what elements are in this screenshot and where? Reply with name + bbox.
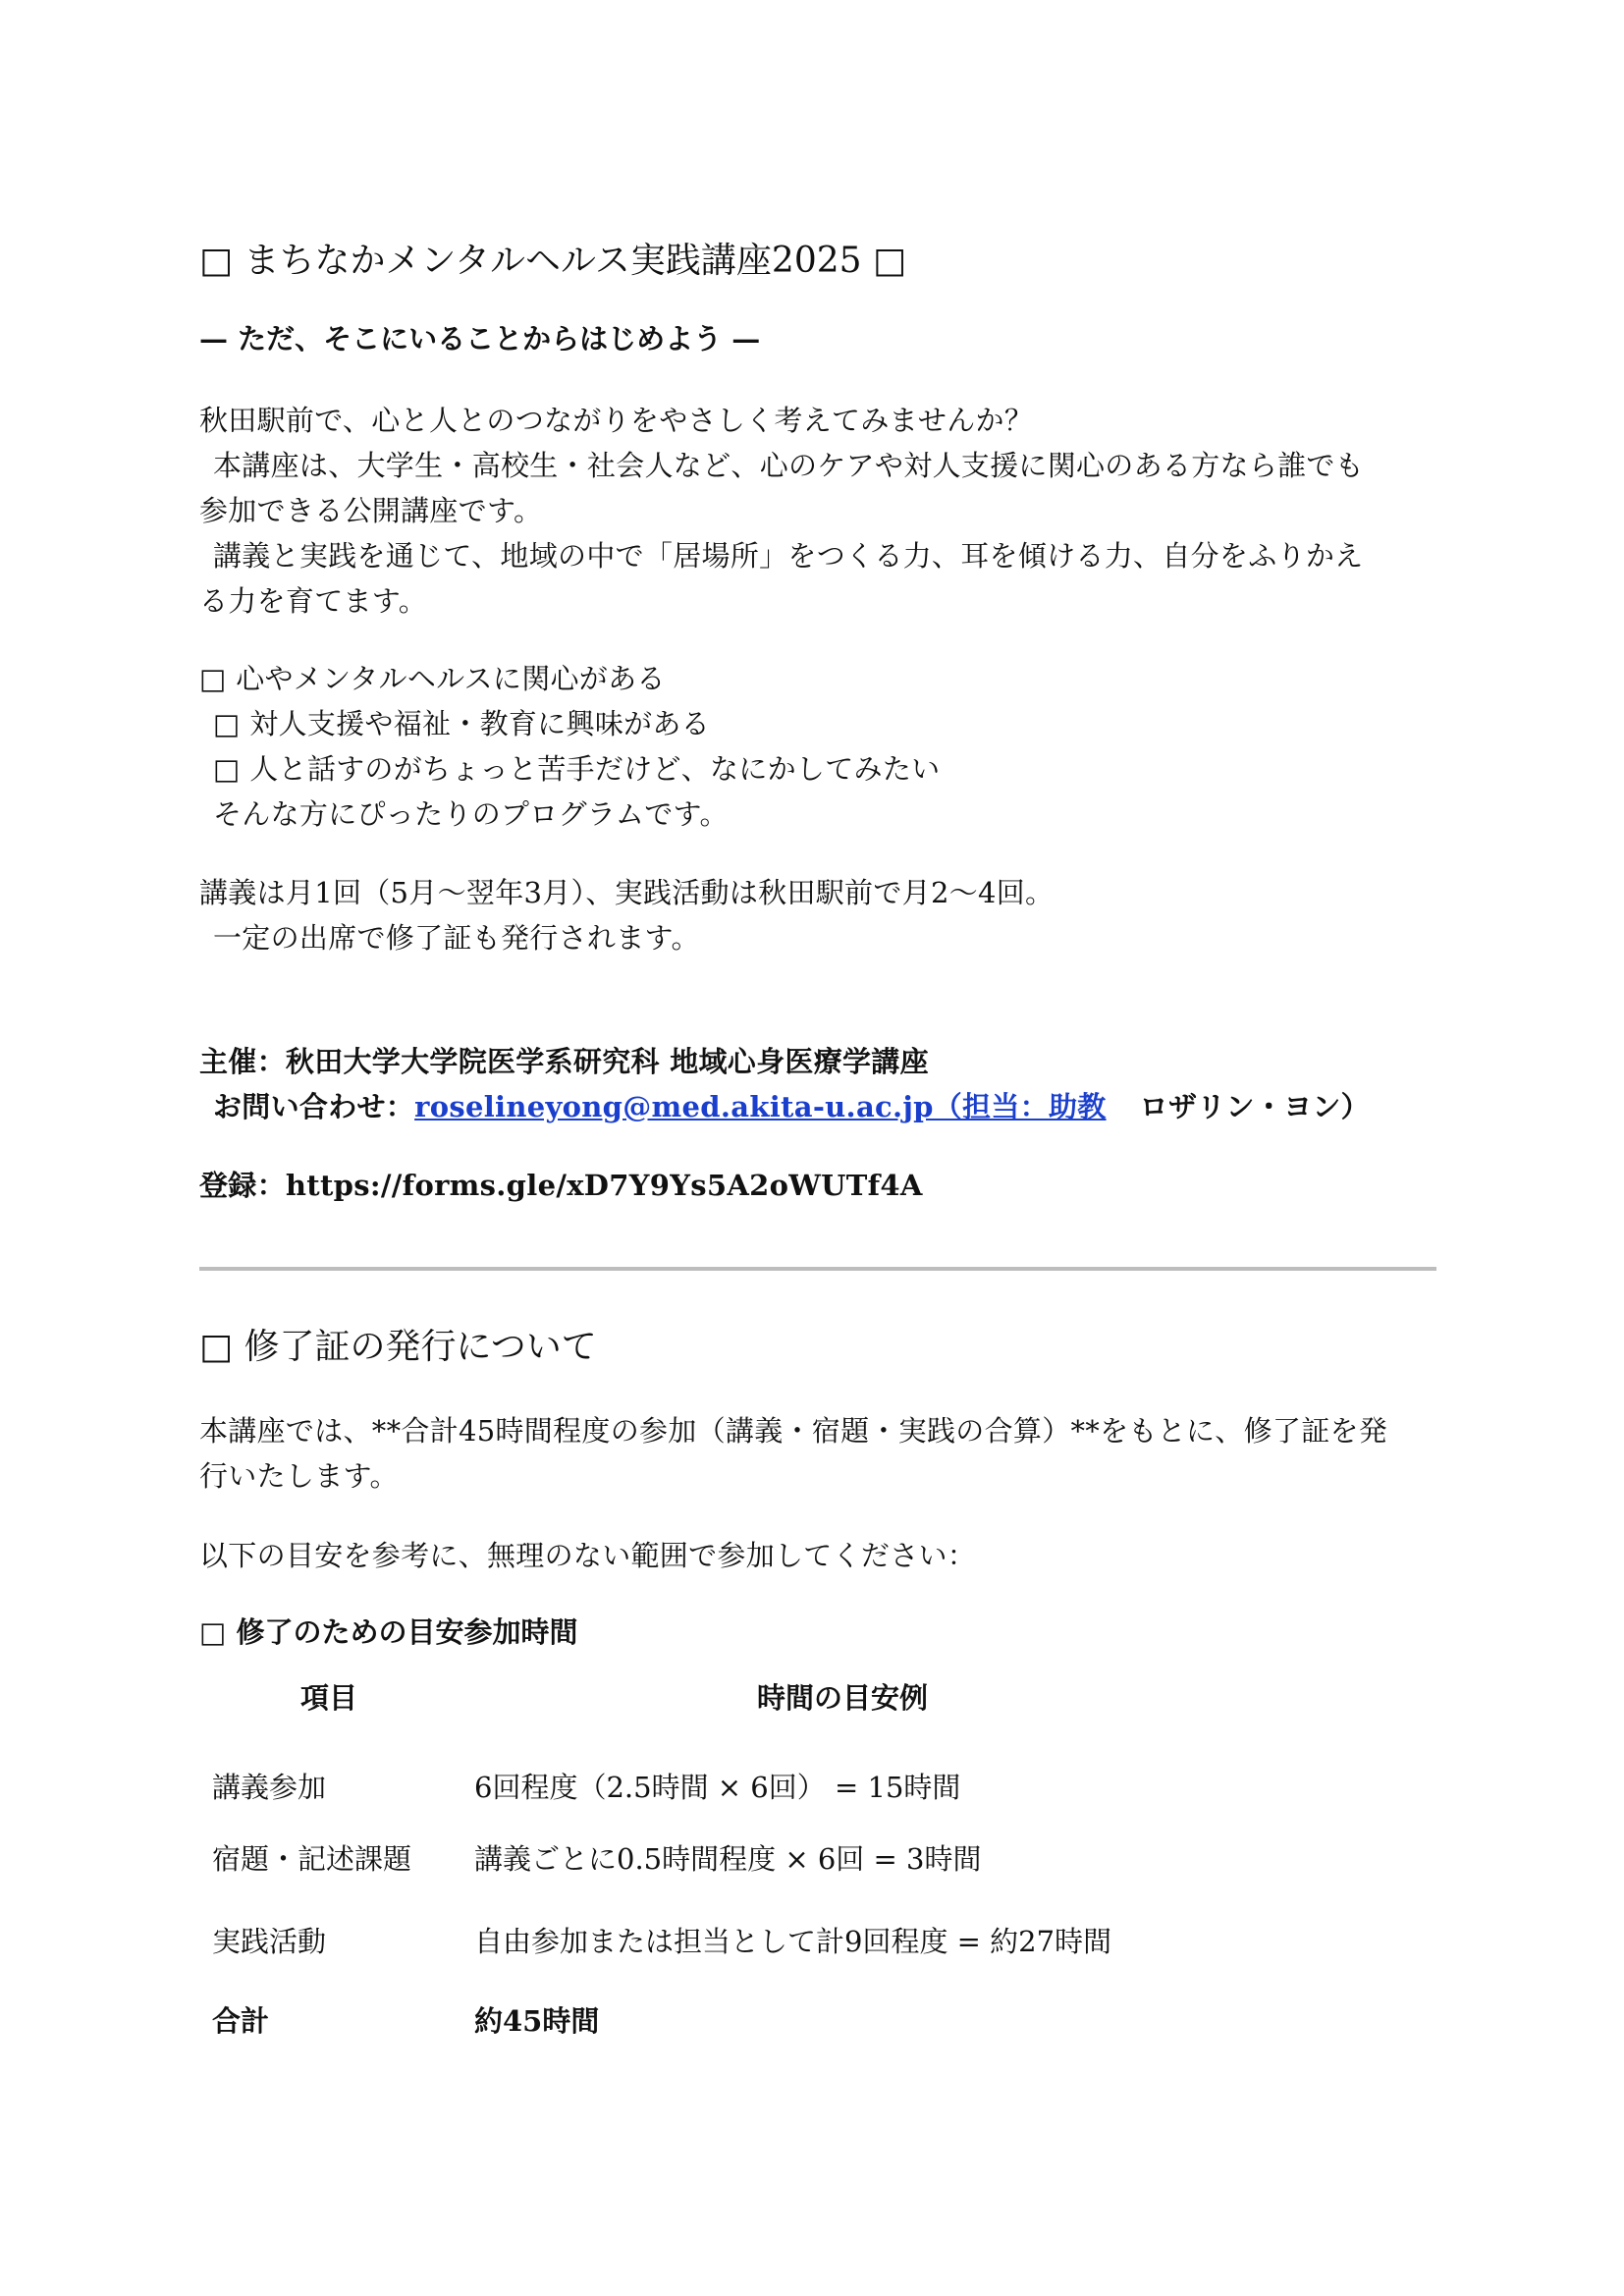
guideline-paragraph: 以下の目安を参考に、無理のない範囲で参加してください： xyxy=(199,1539,977,1572)
organizer-line: 主催：秋田大学大学院医学系研究科 地域心身医療学講座 xyxy=(199,1045,929,1078)
page-title: □ まちなかメンタルヘルス実践講座2025 □ xyxy=(199,241,907,281)
inquiry-line xyxy=(199,1084,1450,1129)
table-header-item: 項目 xyxy=(300,1681,358,1715)
table-cell-item: 講義参加 xyxy=(212,1771,327,1804)
page-subtitle: — ただ、そこにいることからはじめよう — xyxy=(199,322,761,355)
table-cell-total-label: 合計 xyxy=(212,2004,270,2038)
section-divider xyxy=(199,1267,1436,1271)
table-cell-item: 実践活動 xyxy=(212,1925,327,1958)
table-cell-time: 6回程度（2.5時間 × 6回） = 15時間 xyxy=(474,1771,961,1804)
table-cell-total-time: 約45時間 xyxy=(474,2004,600,2038)
email-link[interactable]: roselineyong@med.akita-u.ac.jp（担当：助教 xyxy=(414,1090,1107,1123)
table-cell-time: 講義ごとに0.5時間程度 × 6回 = 3時間 xyxy=(474,1842,982,1876)
target-item: □ 心やメンタルヘルスに関心がある xyxy=(199,662,666,695)
target-list xyxy=(199,656,1436,837)
intro-paragraph xyxy=(199,398,1436,624)
schedule-paragraph xyxy=(199,870,1436,960)
table-title: □ 修了のための目安参加時間 xyxy=(199,1615,578,1649)
intro-line: 秋田駅前で、心と人とのつながりをやさしく考えてみませんか？ xyxy=(199,404,1034,437)
target-summary: そんな方にぴったりのプログラムです。 xyxy=(213,797,729,831)
schedule-line: 一定の出席で修了証も発行されます。 xyxy=(213,921,700,955)
table-cell-item: 宿題・記述課題 xyxy=(212,1842,412,1876)
table-header-time: 時間の目安例 xyxy=(757,1681,929,1715)
contact-person: ロザリン・ヨン） xyxy=(1139,1090,1370,1123)
target-item: □ 人と話すのがちょっと苦手だけど、なにかしてみたい xyxy=(213,752,941,786)
intro-line: 講義と実践を通じて、地域の中で「居場所」をつくる力、耳を傾ける力、自分をふりかえ xyxy=(213,539,1364,573)
registration-line: 登録：https://forms.gle/xD7Y9Ys5A2oWUTf4A xyxy=(199,1169,923,1202)
target-item: □ 対人支援や福祉・教育に興味がある xyxy=(213,707,711,740)
intro-line: る力を育てます。 xyxy=(199,584,428,618)
intro-line: 参加できる公開講座です。 xyxy=(199,494,543,527)
table-cell-time: 自由参加または担当として計9回程度 = 約27時間 xyxy=(474,1925,1112,1958)
inquiry-label: お問い合わせ： xyxy=(213,1090,415,1123)
certificate-line: 行いたします。 xyxy=(199,1459,399,1493)
certificate-line: 本講座では、**合計45時間程度の参加（講義・宿題・実践の合算）**をもとに、修了証を発 xyxy=(199,1414,1388,1448)
intro-line: 本講座は、大学生・高校生・社会人など、心のケアや対人支援に関心のある方なら誰でも xyxy=(213,449,1365,482)
certificate-title: □ 修了証の発行について xyxy=(199,1327,597,1367)
certificate-paragraph xyxy=(199,1408,1436,1499)
schedule-line: 講義は月1回（5月～翌年3月）、実践活動は秋田駅前で月2～4回。 xyxy=(199,876,1055,909)
